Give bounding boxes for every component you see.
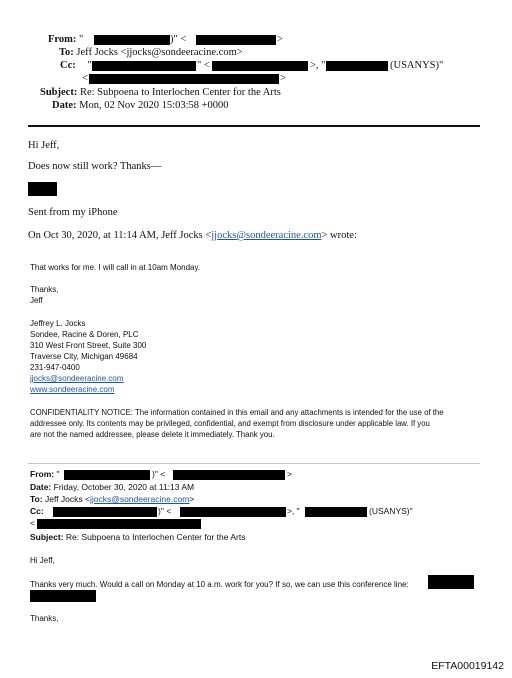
from-mid-text: )" < xyxy=(170,34,187,45)
redaction xyxy=(28,182,57,196)
cc-label: Cc: xyxy=(30,506,44,516)
subject-value: Re: Subpoena to Interlochen Center for the Arts xyxy=(65,532,246,542)
date-label: Date: xyxy=(30,482,52,492)
to-row xyxy=(59,47,243,58)
body-line: Does now still work? Thanks— xyxy=(28,161,162,172)
cc-mid2-text: >, " xyxy=(287,506,300,516)
redaction xyxy=(64,470,150,480)
redaction xyxy=(30,590,96,602)
reply-line: That works for me. I will call in at 10am Monday. xyxy=(30,263,201,272)
subject-label: Subject: xyxy=(40,87,78,98)
cc-mid2 xyxy=(287,506,300,516)
sig-firm: Sondee, Racine & Doren, PLC xyxy=(30,330,139,339)
redaction xyxy=(37,519,201,529)
date-value: Mon, 02 Nov 2020 15:03:58 +0000 xyxy=(79,100,229,111)
cc-mid xyxy=(197,60,210,71)
reply-name: Jeff xyxy=(30,296,43,305)
to-value: Jeff Jocks <jjocks@sondeeracine.com> xyxy=(76,47,243,58)
redaction xyxy=(305,507,367,517)
cc-line2-open-text: < xyxy=(82,73,88,84)
cc-label: Cc: xyxy=(60,60,76,71)
body-line: Thanks very much. Would a call on Monday at 10 a.m. work for you? If so, we can use this conference line: xyxy=(30,580,409,589)
to-prefix: Jeff Jocks < xyxy=(44,494,90,504)
notice-line: are not the named addressee, please delete it immediately. Thank you. xyxy=(30,430,275,439)
quote-intro xyxy=(28,230,357,241)
redaction xyxy=(180,507,286,517)
cc-mid xyxy=(158,506,171,516)
greeting: Hi Jeff, xyxy=(28,140,60,151)
from-quote: " xyxy=(56,469,60,479)
quote-divider xyxy=(28,463,480,464)
subject-row xyxy=(30,532,245,542)
redaction xyxy=(196,35,276,45)
cc-line2-open xyxy=(30,518,35,528)
redaction xyxy=(212,61,308,71)
sig-email-link[interactable]: jjocks@sondeeracine.com xyxy=(30,374,124,383)
redaction xyxy=(326,61,388,71)
from-end xyxy=(277,34,283,45)
redaction xyxy=(94,35,170,45)
date-row xyxy=(30,482,194,492)
redaction xyxy=(92,61,196,71)
cc-mid-text: " < xyxy=(197,60,210,71)
cc-line2-close-text: > xyxy=(280,73,286,84)
to-row xyxy=(30,494,194,504)
subject-row xyxy=(40,87,281,98)
sig-address-2: Traverse City, Michigan 49684 xyxy=(30,352,138,361)
cc-end xyxy=(369,506,413,516)
bates-number: EFTA00019142 xyxy=(431,660,504,672)
cc-end-text: (USANYS)" xyxy=(369,506,413,516)
redaction xyxy=(173,470,285,480)
to-suffix: > xyxy=(189,494,195,504)
redaction xyxy=(89,74,279,84)
notice-line: CONFIDENTIALITY NOTICE: The information contained in this email and any attachments is intended for the use of the xyxy=(30,408,444,417)
cc-line2-open-text: < xyxy=(30,518,35,528)
subject-value: Re: Subpoena to Interlochen Center for the Arts xyxy=(79,87,281,98)
from-mid xyxy=(170,34,186,45)
to-label: To: xyxy=(59,47,74,58)
notice-line: addressee only. Its contents may be privileged, confidential, and exempt from disclosure under applicable law. If you xyxy=(30,419,430,428)
subject-label: Subject: xyxy=(30,532,64,542)
date-label: Date: xyxy=(52,100,77,111)
cc-mid2-text: >, " xyxy=(310,60,326,71)
sig-website-link[interactable]: www.sondeeracine.com xyxy=(30,385,115,394)
redaction xyxy=(53,507,157,517)
sig-name: Jeffrey L. Jocks xyxy=(30,319,86,328)
from-label: From: xyxy=(48,34,77,45)
from-mid xyxy=(152,469,165,479)
cc-mid-text: )" < xyxy=(158,506,172,516)
cc-line2-open xyxy=(82,73,88,84)
from-row xyxy=(48,34,83,45)
cc-mid2 xyxy=(310,60,325,71)
reply-thanks: Thanks, xyxy=(30,285,59,294)
cc-line2-close xyxy=(280,73,286,84)
date-row xyxy=(52,100,229,111)
header-divider xyxy=(28,125,480,127)
quote-suffix: > wrote: xyxy=(321,230,357,241)
sig-address-1: 310 West Front Street, Suite 300 xyxy=(30,341,147,350)
cc-row xyxy=(60,60,92,71)
cc-quote: " xyxy=(87,60,92,71)
date-value: Friday, October 30, 2020 at 11:13 AM xyxy=(53,482,195,492)
to-label: To: xyxy=(30,494,43,504)
cc-end-text: (USANYS)" xyxy=(390,60,444,71)
from-mid-text: )" < xyxy=(152,469,166,479)
closing: Thanks, xyxy=(30,614,59,623)
from-end-text: > xyxy=(277,34,283,45)
signature: Sent from my iPhone xyxy=(28,207,118,218)
from-end xyxy=(287,469,292,479)
quote-prefix: On Oct 30, 2020, at 11:14 AM, Jeff Jocks < xyxy=(28,230,212,241)
sig-phone: 231-947-0400 xyxy=(30,363,80,372)
from-quote: " xyxy=(79,34,84,45)
to-email-link[interactable]: jjocks@sondeeracine.com xyxy=(89,494,190,504)
email-link[interactable]: jjocks@sondeeracine.com xyxy=(211,230,322,241)
redaction xyxy=(428,575,474,589)
greeting: Hi Jeff, xyxy=(30,556,55,565)
cc-end xyxy=(390,60,443,71)
from-label: From: xyxy=(30,469,55,479)
from-row xyxy=(30,469,60,479)
from-end-text: > xyxy=(287,469,292,479)
